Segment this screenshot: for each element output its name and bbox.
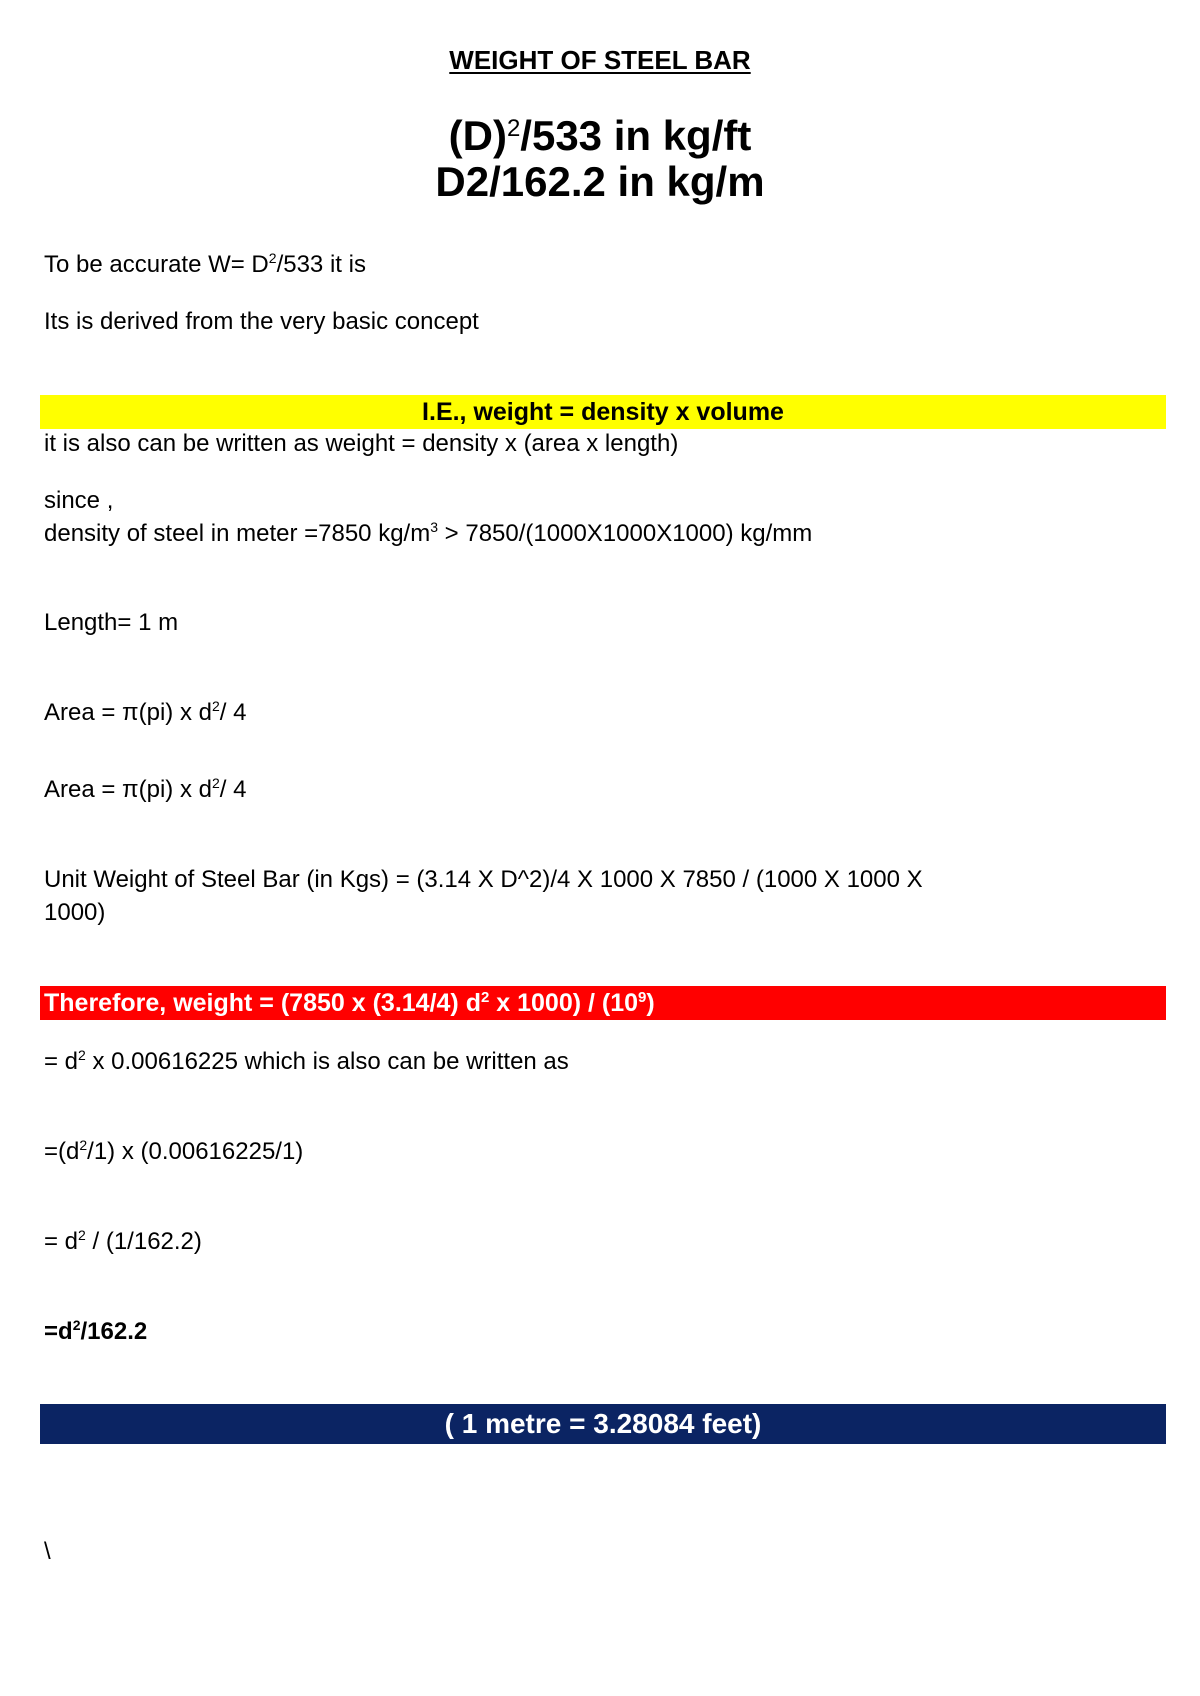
- line-backslash: \: [44, 1538, 51, 1565]
- line-eq-4-post: /162.2: [80, 1318, 148, 1345]
- formula-kg-per-m: D2/162.2 in kg/m: [435, 158, 765, 205]
- line-eq-2-sup: 2: [79, 1137, 88, 1153]
- formula-kg-per-ft: [0, 104, 1200, 161]
- line-since: since ,: [44, 487, 114, 514]
- document-title: WEIGHT OF STEEL BAR: [449, 45, 751, 75]
- line-accurate-pre: To be accurate W= D: [44, 251, 269, 278]
- line-length: Length= 1 m: [44, 609, 179, 636]
- line-eq-1: [44, 1046, 569, 1078]
- line-area-1-post: / 4: [219, 699, 247, 726]
- line-density-pre: density of steel in meter =7850 kg/m: [44, 520, 431, 547]
- line-eq-1-post: x 0.00616225 which is also can be written as: [85, 1048, 569, 1075]
- line-area-2-sup: 2: [211, 775, 220, 791]
- line-eq-4: [44, 1316, 147, 1348]
- line-eq-3-sup: 2: [78, 1227, 86, 1243]
- line-eq-1-sup: 2: [78, 1047, 86, 1063]
- line-area-2-pre: Area = π(pi) x d: [44, 776, 212, 803]
- line-density-post: > 7850/(1000X1000X1000) kg/mm: [438, 520, 813, 547]
- line-unit-weight-2: 1000): [44, 899, 106, 926]
- formula-ft-sup: 2: [506, 115, 521, 142]
- highlight-therefore-text: [44, 986, 655, 1020]
- line-derived: Its is derived from the very basic concept: [44, 308, 479, 335]
- line-accurate: [44, 249, 366, 281]
- line-eq-4-sup: 2: [72, 1317, 81, 1333]
- line-eq-3: [44, 1226, 202, 1258]
- line-area-1: [44, 697, 246, 729]
- line-also: it is also can be written as weight = density x (area x length): [44, 430, 679, 457]
- line-eq-1-pre: = d: [44, 1048, 79, 1075]
- therefore-sup: 2: [480, 989, 490, 1006]
- highlight-ie-text: I.E., weight = density x volume: [422, 398, 784, 426]
- line-density-sup: 3: [430, 519, 438, 535]
- line-accurate-sup: 2: [268, 250, 277, 266]
- line-area-1-pre: Area = π(pi) x d: [44, 699, 212, 726]
- line-eq-4-pre: =d: [44, 1318, 73, 1345]
- line-eq-2-post: /1) x (0.00616225/1): [87, 1138, 304, 1165]
- line-unit-weight-1: Unit Weight of Steel Bar (in Kgs) = (3.14 X D^2)/4 X 1000 X 7850 / (1000 X 1000 X: [44, 866, 923, 893]
- line-accurate-post: /533 it is: [276, 251, 366, 278]
- line-eq-3-pre: = d: [44, 1228, 79, 1255]
- line-area-2: [44, 774, 246, 806]
- formula-ft-pre: (D): [448, 112, 507, 159]
- line-area-2-post: / 4: [219, 776, 247, 803]
- line-eq-2-pre: =(d: [44, 1138, 80, 1165]
- therefore-mid: x 1000) / (10: [489, 989, 639, 1017]
- line-eq-3-post: / (1/162.2): [85, 1228, 202, 1255]
- therefore-post: ): [646, 989, 655, 1017]
- line-eq-2: [44, 1136, 303, 1168]
- line-density: [44, 518, 812, 550]
- highlight-metre-text: ( 1 metre = 3.28084 feet): [444, 1408, 762, 1439]
- line-area-1-sup: 2: [211, 698, 220, 714]
- formula-ft-post: /533 in kg/ft: [520, 112, 752, 159]
- therefore-pre: Therefore, weight = (7850 x (3.14/4) d: [44, 989, 481, 1017]
- therefore-sup2: 9: [638, 989, 647, 1006]
